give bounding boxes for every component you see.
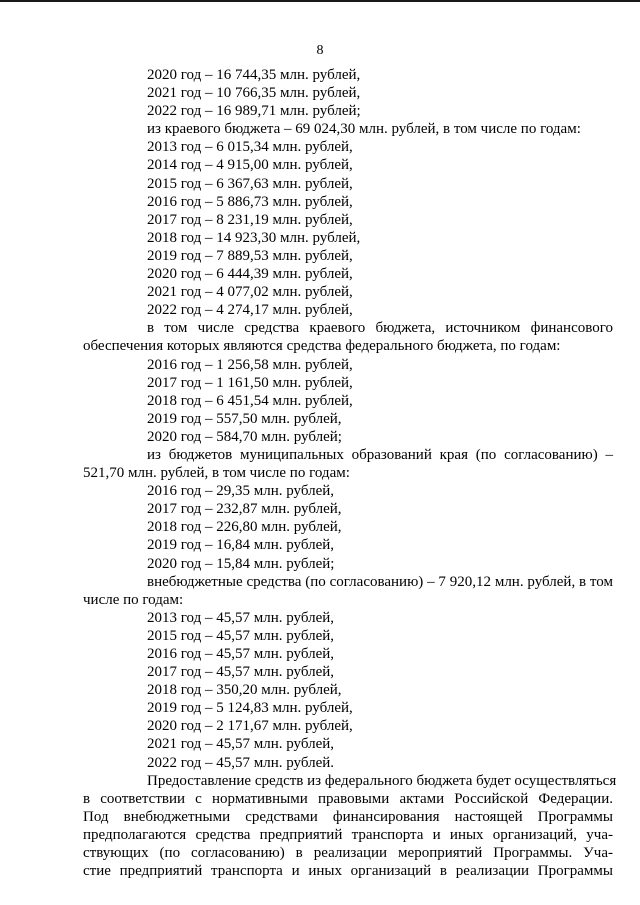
text-line: числе по годам:	[83, 591, 184, 608]
text-line: 2017 год – 1 161,50 млн. рублей,	[147, 374, 353, 391]
text-line: 2020 год – 15,84 млн. рублей;	[147, 555, 335, 572]
text-line: обеспечения которых являются средства федерального бюджета, по годам:	[83, 338, 561, 355]
text-line: Под внебюджетными средствами финансирования настоящей Программы	[83, 808, 613, 825]
text-line: в том числе средства краевого бюджета, источником финансового	[147, 320, 613, 337]
text-line: 2019 год – 7 889,53 млн. рублей,	[147, 247, 353, 264]
text-line: 2022 год – 45,57 млн. рублей.	[147, 754, 335, 771]
text-line: 2018 год – 350,20 млн. рублей,	[147, 682, 342, 699]
text-line: 2016 год – 5 886,73 млн. рублей,	[147, 193, 353, 210]
text-line: 2017 год – 45,57 млн. рублей,	[147, 664, 335, 681]
text-line: 2014 год – 4 915,00 млн. рублей,	[147, 157, 353, 174]
text-line: ствующих (по согласованию) в реализации мероприятий Программы. Уча-	[83, 845, 613, 862]
text-line: 2022 год – 4 274,17 млн. рублей,	[147, 302, 353, 319]
text-line: 2020 год – 6 444,39 млн. рублей,	[147, 266, 353, 283]
text-line: 2013 год – 6 015,34 млн. рублей,	[147, 139, 353, 156]
text-line: из бюджетов муниципальных образований края (по согласованию) –	[147, 446, 613, 463]
text-line: 2019 год – 16,84 млн. рублей,	[147, 537, 335, 554]
text-line: 2013 год – 45,57 млн. рублей,	[147, 609, 335, 626]
page-number: 8	[316, 43, 324, 58]
text-line: 2021 год – 45,57 млн. рублей,	[147, 736, 335, 753]
page-top-edge	[0, 0, 640, 2]
text-line: 2020 год – 16 744,35 млн. рублей,	[147, 67, 361, 83]
text-line: 2022 год – 16 989,71 млн. рублей;	[147, 103, 361, 120]
text-line: 2020 год – 2 171,67 млн. рублей,	[147, 718, 353, 735]
text-line: 2018 год – 6 451,54 млн. рублей,	[147, 392, 353, 409]
text-line: 2019 год – 557,50 млн. рублей,	[147, 410, 342, 427]
text-line: 2021 год – 10 766,35 млн. рублей,	[147, 85, 361, 102]
text-line: 2016 год – 29,35 млн. рублей,	[147, 483, 335, 500]
text-line: 2019 год – 5 124,83 млн. рублей,	[147, 700, 353, 717]
text-line: стие предприятий транспорта и иных организаций в реализации Программы	[83, 863, 613, 880]
text-line: 2017 год – 232,87 млн. рублей,	[147, 501, 342, 518]
text-line: 2020 год – 584,70 млн. рублей;	[147, 428, 342, 445]
text-line: 2015 год – 6 367,63 млн. рублей,	[147, 175, 353, 192]
text-line: 2016 год – 45,57 млн. рублей,	[147, 646, 335, 662]
text-line: 521,70 млн. рублей, в том числе по годам:	[83, 465, 350, 482]
text-line: 2021 год – 4 077,02 млн. рублей,	[147, 284, 353, 301]
text-line: 2018 год – 226,80 млн. рублей,	[147, 519, 342, 536]
text-line: Предоставление средств из федерального бюджета будет осуществляться	[147, 772, 617, 789]
text-line: в соответствии с нормативными правовыми актами Российской Федерации.	[83, 790, 613, 807]
text-line: из краевого бюджета – 69 024,30 млн. рублей, в том числе по годам:	[147, 121, 581, 138]
text-line: предполагаются средства предприятий транспорта и иных организаций, уча-	[83, 826, 613, 843]
text-line: 2015 год – 45,57 млн. рублей,	[147, 627, 335, 644]
text-line: 2017 год – 8 231,19 млн. рублей,	[147, 211, 353, 228]
text-line: внебюджетные средства (по согласованию) – 7 920,12 млн. рублей, в том	[147, 573, 613, 590]
document-body	[83, 66, 617, 880]
text-line: 2018 год – 14 923,30 млн. рублей,	[147, 229, 361, 246]
text-line: 2016 год – 1 256,58 млн. рублей,	[147, 356, 353, 373]
